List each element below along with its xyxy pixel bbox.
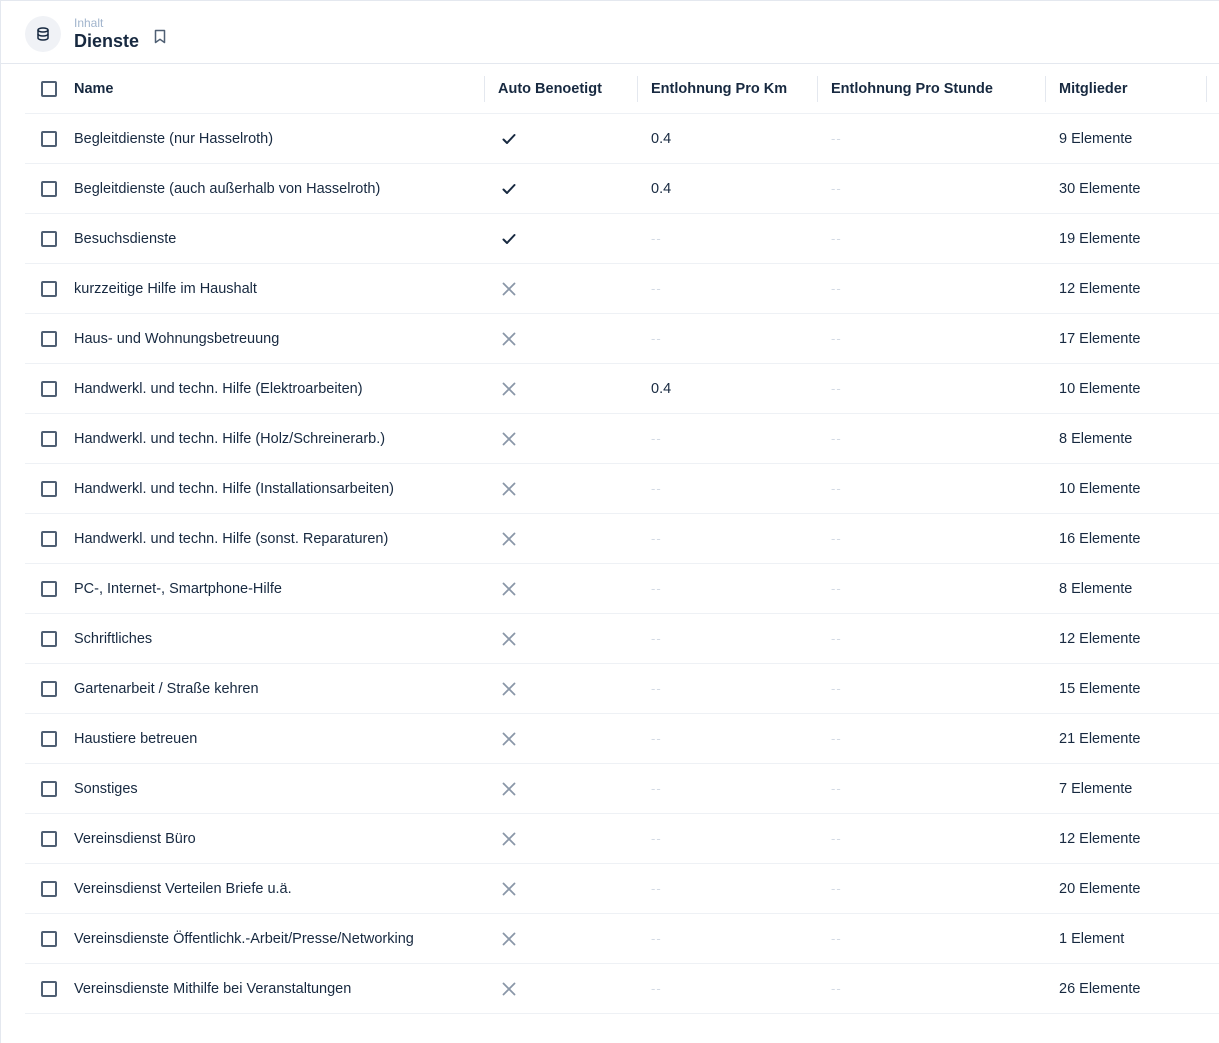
null-value: --	[831, 581, 842, 596]
null-value: --	[831, 131, 842, 146]
table-row[interactable]	[25, 614, 1219, 664]
column-header-entlohnung-pro-km[interactable]: Entlohnung Pro Km	[651, 80, 788, 97]
cell-entlohnung-pro-km	[651, 564, 821, 613]
database-icon	[25, 16, 61, 52]
row-select-cell	[41, 914, 61, 963]
row-checkbox[interactable]	[41, 481, 57, 497]
cell-auto-benoetigt	[498, 864, 638, 913]
cell-auto-benoetigt	[498, 514, 638, 563]
cell-mitglieder: 20 Elemente	[1059, 880, 1141, 897]
cell-entlohnung-pro-stunde	[831, 714, 1046, 763]
column-resize-handle[interactable]	[817, 76, 818, 102]
cell-entlohnung-pro-km	[651, 714, 821, 763]
column-header-entlohnung-pro-stunde[interactable]: Entlohnung Pro Stunde	[831, 80, 993, 97]
cell-entlohnung-pro-stunde	[831, 464, 1046, 513]
cell-entlohnung-pro-stunde	[831, 114, 1046, 163]
close-icon	[498, 428, 520, 450]
null-value: --	[831, 981, 842, 996]
null-value: --	[651, 831, 662, 846]
cell-auto-benoetigt	[498, 114, 638, 163]
table-row[interactable]	[25, 414, 1219, 464]
row-checkbox[interactable]	[41, 231, 57, 247]
cell-entlohnung-pro-stunde	[831, 264, 1046, 313]
close-icon	[498, 678, 520, 700]
cell-entlohnung-pro-stunde	[831, 314, 1046, 363]
null-value: --	[831, 631, 842, 646]
row-select-cell	[41, 764, 61, 813]
close-icon	[498, 528, 520, 550]
null-value: --	[831, 881, 842, 896]
cell-name: Handwerkl. und techn. Hilfe (Installationsarbeiten)	[74, 480, 394, 497]
null-value: --	[651, 881, 662, 896]
check-icon	[498, 178, 520, 200]
close-icon	[498, 828, 520, 850]
null-value: --	[831, 531, 842, 546]
row-checkbox[interactable]	[41, 581, 57, 597]
cell-entlohnung-pro-km	[651, 164, 821, 213]
cell-name: Schriftliches	[74, 630, 153, 647]
check-icon	[498, 228, 520, 250]
cell-auto-benoetigt	[498, 764, 638, 813]
cell-name: Vereinsdienst Büro	[74, 830, 196, 847]
cell-auto-benoetigt	[498, 564, 638, 613]
cell-mitglieder: 7 Elemente	[1059, 780, 1133, 797]
cell-entlohnung-pro-stunde	[831, 514, 1046, 563]
row-select-cell	[41, 864, 61, 913]
page-title: Dienste	[74, 31, 140, 51]
column-resize-handle[interactable]	[1206, 76, 1207, 102]
table-row[interactable]	[25, 914, 1219, 964]
cell-entlohnung-pro-km	[651, 114, 821, 163]
close-icon	[498, 778, 520, 800]
cell-auto-benoetigt	[498, 814, 638, 863]
cell-entlohnung-pro-km	[651, 864, 821, 913]
cell-entlohnung-pro-km	[651, 364, 821, 413]
null-value: --	[831, 431, 842, 446]
close-icon	[498, 978, 520, 1000]
table-row[interactable]	[25, 464, 1219, 514]
cell-name: Handwerkl. und techn. Hilfe (sonst. Reparaturen)	[74, 530, 389, 547]
row-checkbox[interactable]	[41, 931, 57, 947]
km-value: 0.4	[651, 130, 672, 147]
check-icon	[498, 128, 520, 150]
table-row[interactable]	[25, 264, 1219, 314]
cell-auto-benoetigt	[498, 464, 638, 513]
null-value: --	[651, 731, 662, 746]
row-checkbox[interactable]	[41, 181, 57, 197]
cell-mitglieder: 12 Elemente	[1059, 630, 1141, 647]
breadcrumb[interactable]: Inhalt	[74, 16, 104, 30]
cell-entlohnung-pro-km	[651, 264, 821, 313]
table-row[interactable]	[25, 514, 1219, 564]
cell-name: PC-, Internet-, Smartphone-Hilfe	[74, 580, 282, 597]
cell-name: Vereinsdienste Mithilfe bei Veranstaltungen	[74, 980, 352, 997]
column-resize-handle[interactable]	[637, 76, 638, 102]
cell-name: Handwerkl. und techn. Hilfe (Elektroarbeiten)	[74, 380, 363, 397]
cell-mitglieder: 30 Elemente	[1059, 180, 1141, 197]
cell-auto-benoetigt	[498, 164, 638, 213]
null-value: --	[831, 681, 842, 696]
cell-entlohnung-pro-km	[651, 964, 821, 1013]
cell-auto-benoetigt	[498, 314, 638, 363]
cell-mitglieder: 15 Elemente	[1059, 680, 1141, 697]
close-icon	[498, 278, 520, 300]
cell-entlohnung-pro-stunde	[831, 564, 1046, 613]
cell-auto-benoetigt	[498, 214, 638, 263]
null-value: --	[831, 831, 842, 846]
cell-name: Vereinsdienste Öffentlichk.-Arbeit/Presse/Networking	[74, 930, 414, 947]
null-value: --	[651, 631, 662, 646]
column-header-auto-benoetigt[interactable]: Auto Benoetigt	[498, 80, 602, 97]
cell-auto-benoetigt	[498, 414, 638, 463]
row-select-cell	[41, 464, 61, 513]
cell-entlohnung-pro-km	[651, 664, 821, 713]
row-select-cell	[41, 164, 61, 213]
cell-entlohnung-pro-km	[651, 814, 821, 863]
row-checkbox[interactable]	[41, 731, 57, 747]
close-icon	[498, 378, 520, 400]
table-row[interactable]	[25, 564, 1219, 614]
cell-entlohnung-pro-stunde	[831, 664, 1046, 713]
null-value: --	[651, 581, 662, 596]
cell-entlohnung-pro-stunde	[831, 964, 1046, 1013]
null-value: --	[831, 231, 842, 246]
data-table	[25, 64, 1219, 1014]
cell-auto-benoetigt	[498, 714, 638, 763]
column-header-mitglieder[interactable]: Mitglieder	[1059, 80, 1128, 97]
row-select-cell	[41, 264, 61, 313]
cell-mitglieder: 17 Elemente	[1059, 330, 1141, 347]
close-icon	[498, 328, 520, 350]
km-value: 0.4	[651, 180, 672, 197]
null-value: --	[831, 481, 842, 496]
cell-mitglieder: 12 Elemente	[1059, 280, 1141, 297]
close-icon	[498, 728, 520, 750]
cell-auto-benoetigt	[498, 614, 638, 663]
row-select-cell	[41, 214, 61, 263]
row-checkbox[interactable]	[41, 831, 57, 847]
null-value: --	[651, 231, 662, 246]
null-value: --	[651, 681, 662, 696]
null-value: --	[651, 481, 662, 496]
select-all-cell	[41, 64, 61, 113]
row-select-cell	[41, 364, 61, 413]
row-checkbox[interactable]	[41, 281, 57, 297]
row-checkbox[interactable]	[41, 531, 57, 547]
cell-entlohnung-pro-stunde	[831, 214, 1046, 263]
column-header-name[interactable]: Name	[74, 80, 114, 97]
select-all-checkbox[interactable]	[41, 81, 57, 97]
cell-name: Begleitdienste (auch außerhalb von Hasselroth)	[74, 180, 381, 197]
cell-mitglieder: 10 Elemente	[1059, 380, 1141, 397]
cell-mitglieder: 9 Elemente	[1059, 130, 1133, 147]
cell-name: Begleitdienste (nur Hasselroth)	[74, 130, 274, 147]
close-icon	[498, 478, 520, 500]
row-select-cell	[41, 714, 61, 763]
row-checkbox[interactable]	[41, 781, 57, 797]
cell-name: Haus- und Wohnungsbetreuung	[74, 330, 280, 347]
table-row[interactable]	[25, 764, 1219, 814]
row-checkbox[interactable]	[41, 331, 57, 347]
null-value: --	[831, 781, 842, 796]
cell-name: kurzzeitige Hilfe im Haushalt	[74, 280, 257, 297]
bookmark-icon[interactable]	[153, 28, 167, 44]
table-row[interactable]	[25, 164, 1219, 214]
row-checkbox[interactable]	[41, 631, 57, 647]
cell-entlohnung-pro-stunde	[831, 614, 1046, 663]
close-icon	[498, 878, 520, 900]
table-row[interactable]	[25, 864, 1219, 914]
cell-entlohnung-pro-stunde	[831, 414, 1046, 463]
null-value: --	[651, 531, 662, 546]
cell-auto-benoetigt	[498, 364, 638, 413]
table-row[interactable]	[25, 364, 1219, 414]
cell-entlohnung-pro-stunde	[831, 814, 1046, 863]
cell-entlohnung-pro-km	[651, 464, 821, 513]
table-row[interactable]	[25, 214, 1219, 264]
table-header-row	[25, 64, 1219, 114]
null-value: --	[651, 931, 662, 946]
row-select-cell	[41, 814, 61, 863]
cell-entlohnung-pro-stunde	[831, 764, 1046, 813]
cell-auto-benoetigt	[498, 664, 638, 713]
cell-entlohnung-pro-km	[651, 514, 821, 563]
cell-name: Sonstiges	[74, 780, 138, 797]
null-value: --	[651, 431, 662, 446]
cell-mitglieder: 12 Elemente	[1059, 830, 1141, 847]
cell-mitglieder: 19 Elemente	[1059, 230, 1141, 247]
null-value: --	[651, 981, 662, 996]
table-row[interactable]	[25, 964, 1219, 1014]
cell-mitglieder: 16 Elemente	[1059, 530, 1141, 547]
cell-mitglieder: 1 Element	[1059, 930, 1125, 947]
row-select-cell	[41, 614, 61, 663]
null-value: --	[651, 331, 662, 346]
cell-entlohnung-pro-km	[651, 414, 821, 463]
cell-name: Handwerkl. und techn. Hilfe (Holz/Schreinerarb.)	[74, 430, 386, 447]
km-value: 0.4	[651, 380, 672, 397]
row-checkbox[interactable]	[41, 881, 57, 897]
cell-name: Haustiere betreuen	[74, 730, 198, 747]
null-value: --	[651, 281, 662, 296]
row-checkbox[interactable]	[41, 981, 57, 997]
row-select-cell	[41, 664, 61, 713]
null-value: --	[831, 331, 842, 346]
table-body	[25, 114, 1219, 1014]
cell-name: Besuchsdienste	[74, 230, 177, 247]
column-resize-handle[interactable]	[1045, 76, 1046, 102]
cell-entlohnung-pro-km	[651, 764, 821, 813]
row-select-cell	[41, 964, 61, 1013]
cell-mitglieder: 8 Elemente	[1059, 430, 1133, 447]
null-value: --	[651, 781, 662, 796]
row-select-cell	[41, 514, 61, 563]
cell-mitglieder: 21 Elemente	[1059, 730, 1141, 747]
close-icon	[498, 578, 520, 600]
row-checkbox[interactable]	[41, 431, 57, 447]
null-value: --	[831, 931, 842, 946]
cell-entlohnung-pro-km	[651, 314, 821, 363]
cell-name: Vereinsdienst Verteilen Briefe u.ä.	[74, 880, 292, 897]
row-checkbox[interactable]	[41, 681, 57, 697]
cell-mitglieder: 10 Elemente	[1059, 480, 1141, 497]
cell-entlohnung-pro-stunde	[831, 364, 1046, 413]
row-select-cell	[41, 414, 61, 463]
table-row[interactable]	[25, 314, 1219, 364]
null-value: --	[831, 731, 842, 746]
row-select-cell	[41, 564, 61, 613]
cell-entlohnung-pro-stunde	[831, 164, 1046, 213]
table-row[interactable]	[25, 814, 1219, 864]
table-row[interactable]	[25, 114, 1219, 164]
table-row[interactable]	[25, 664, 1219, 714]
null-value: --	[831, 281, 842, 296]
cell-entlohnung-pro-km	[651, 614, 821, 663]
row-select-cell	[41, 114, 61, 163]
close-icon	[498, 628, 520, 650]
cell-entlohnung-pro-stunde	[831, 914, 1046, 963]
row-checkbox[interactable]	[41, 131, 57, 147]
cell-auto-benoetigt	[498, 264, 638, 313]
table-row[interactable]	[25, 714, 1219, 764]
row-checkbox[interactable]	[41, 381, 57, 397]
cell-entlohnung-pro-stunde	[831, 864, 1046, 913]
row-select-cell	[41, 314, 61, 363]
cell-entlohnung-pro-km	[651, 214, 821, 263]
column-resize-handle[interactable]	[484, 76, 485, 102]
cell-mitglieder: 26 Elemente	[1059, 980, 1141, 997]
null-value: --	[831, 381, 842, 396]
cell-entlohnung-pro-km	[651, 914, 821, 963]
close-icon	[498, 928, 520, 950]
cell-mitglieder: 8 Elemente	[1059, 580, 1133, 597]
cell-name: Gartenarbeit / Straße kehren	[74, 680, 259, 697]
cell-auto-benoetigt	[498, 914, 638, 963]
header-bar	[1, 0, 1219, 64]
null-value: --	[831, 181, 842, 196]
cell-auto-benoetigt	[498, 964, 638, 1013]
